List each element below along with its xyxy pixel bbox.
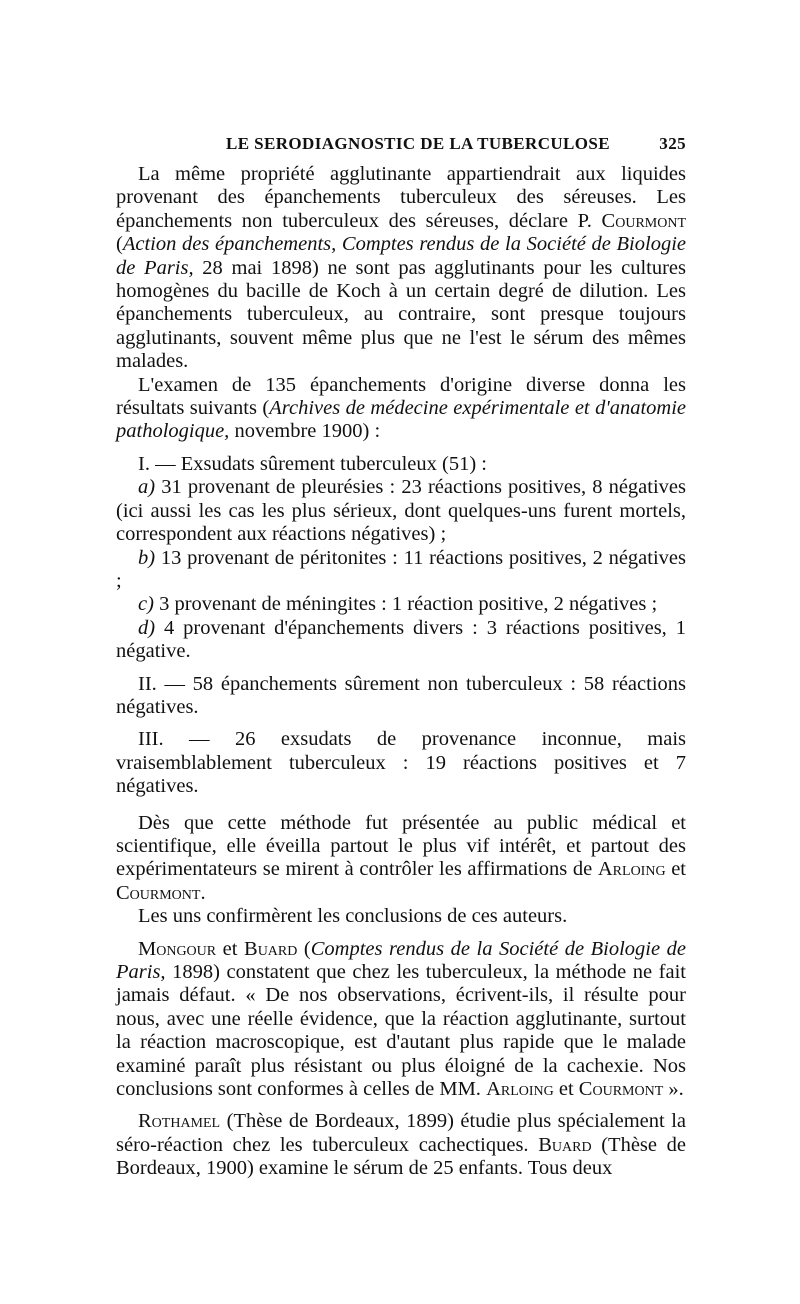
author-name: Arloing — [597, 858, 666, 881]
body-text — [116, 163, 686, 1181]
author-name: Courmont — [116, 881, 201, 904]
running-title: LE SERODIAGNOSTIC DE LA TUBERCULOSE — [226, 134, 611, 153]
paragraph-6: Rothamel (Thèse de Bordeaux, 1899) étudie plus spécialement la séro-réaction chez les tuberculeux cachectiques. Buard (Thèse de Bordeaux, 1900) examine le sérum de 25 enfants. Tous deux — [116, 1110, 687, 1180]
author-name: Rothamel — [138, 1110, 221, 1133]
citation: Comptes rendus de la Société de Biologie de Paris, — [116, 937, 686, 983]
paragraph-5: Mongour et Buard (Comptes rendus de la Société de Biologie de Paris, 1898) constatent que chez les tuberculeux, la méthode ne fait jamais défaut. « De nos observations, écrivent-ils, il résulte pour nous, avec une réelle évidence, que la réaction agglutinante, surtout la réaction macroscopique, est d'autant plus rapide que le malade examiné paraît plus résistant ou plus éloigné de la cachexie. Nos conclusions sont conformes à celles de MM. Arloing et Courmont ». — [116, 937, 686, 1101]
list-item-d: d) 4 provenant d'épanchements divers : 3 réactions positives, 1 négative. — [116, 616, 686, 663]
author-name: Arloing — [486, 1078, 554, 1101]
list-item-c: c) 3 provenant de méningites : 1 réaction positive, 2 négatives ; — [138, 593, 658, 616]
paragraph-1: La même propriété agglutinante appartiendrait aux liquides provenant des épanchements tuberculeux des séreuses. Les épanchements non tuberculeux des séreuses, déclare P. Courmont (Action des épanchements, Comptes rendus de la Société de Biologie de Paris, 28 mai 1898) ne sont pas agglutinants pour les cultures homogènes du bacille de Koch à un certain degré de dilution. Les épanchements tuberculeux, au contraire, sont presque toujours agglutinants, souvent même plus que ne l'est le sérum des mêmes malades. — [116, 163, 686, 373]
paragraph-3: Dès que cette méthode fut présentée au public médical et scientifique, elle éveilla partout le plus vif intérêt, et partout des expérimentateurs se mirent à contrôler les affirmations de Arloing et Courmont. — [116, 811, 686, 904]
author-name: Courmont — [578, 1078, 664, 1101]
paragraph-2: L'examen de 135 épanchements d'origine diverse donna les résultats suivants (Archives de médecine expérimentale et d'anatomie pathologique, novembre 1900) : — [116, 373, 686, 443]
paragraph-4: Les uns confirmèrent les conclusions de ces auteurs. — [138, 905, 568, 928]
list-item-a: a) 31 provenant de pleurésies : 23 réactions positives, 8 négatives (ici aussi les cas les plus sérieux, dont quelques-uns furent mortels, correspondent aux réactions négatives) ; — [116, 476, 686, 546]
list-item-b: b) 13 provenant de péritonites : 11 réactions positives, 2 négatives ; — [116, 546, 686, 592]
page-number: 325 — [659, 134, 686, 153]
author-name: Buard — [244, 937, 298, 960]
section-iii: III. — 26 exsudats de provenance inconnue, mais vraisemblablement tuberculeux : 19 réactions positives et 7 négatives. — [116, 728, 686, 798]
author-name: Courmont — [601, 209, 686, 232]
author-name: Mongour — [138, 937, 217, 960]
citation: Archives de médecine expérimentale et d'anatomie pathologique, — [116, 397, 686, 443]
author-name: Buard — [538, 1133, 592, 1156]
section-i-heading: I. — Exsudats sûrement tuberculeux (51) : — [138, 452, 487, 475]
section-ii: II. — 58 épanchements sûrement non tuberculeux : 58 réactions négatives. — [116, 672, 686, 718]
citation: Action des épanchements, Comptes rendus de la Société de Biologie de Paris, — [116, 233, 686, 279]
